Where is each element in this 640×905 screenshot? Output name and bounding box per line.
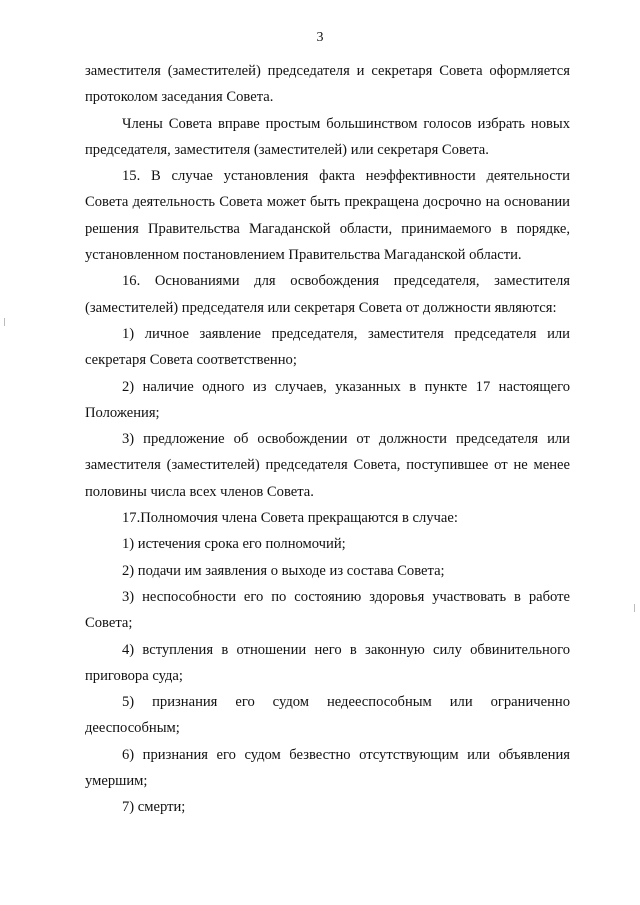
scan-margin-mark [634, 604, 635, 612]
paragraph: 1) личное заявление председателя, заместителя председателя или секретаря Совета соответственно; [85, 325, 570, 369]
scan-margin-mark [4, 318, 5, 326]
paragraph: 17.Полномочия члена Совета прекращаются в случае: [122, 510, 458, 527]
paragraph: заместителя (заместителей) председателя и секретаря Совета оформляется протоколом заседания Совета. [85, 63, 570, 106]
paragraph: Члены Совета вправе простым большинством голосов избрать новых председателя, заместителя (заместителей) или секретаря Совета. [85, 115, 570, 158]
page-number: 3 [316, 30, 324, 45]
paragraph: 16. Основаниями для освобождения председателя, заместителя (заместителей) председателя или секретаря Совета от должности являются: [85, 273, 570, 316]
paragraph: 4) вступления в отношении него в законную силу обвинительного приговора суда; [85, 641, 570, 684]
paragraph: 1) истечения срока его полномочий; [122, 536, 346, 553]
document-body [85, 58, 570, 821]
paragraph: 3) неспособности его по состоянию здоровья участвовать в работе Совета; [85, 588, 570, 632]
paragraph: 15. В случае установления факта неэффективности деятельности Совета деятельность Совета может быть прекращена досрочно на основании решения Правительства Магаданской области, принимаемого в порядке, установленном постановлением Правительства Магаданской области. [85, 168, 570, 264]
paragraph: 2) подачи им заявления о выходе из состава Совета; [122, 562, 445, 579]
paragraph: 5) признания его судом недееспособным или ограниченно дееспособным; [85, 694, 570, 737]
paragraph: 6) признания его судом безвестно отсутствующим или объявления умершим; [85, 746, 570, 790]
paragraph: 3) предложение об освобождении от должности председателя или заместителя (заместителей) председателя Совета, поступившее от не менее половины числа всех членов Совета. [85, 431, 570, 500]
paragraph: 2) наличие одного из случаев, указанных в пункте 17 настоящего Положения; [85, 378, 570, 421]
paragraph: 7) смерти; [122, 799, 186, 816]
